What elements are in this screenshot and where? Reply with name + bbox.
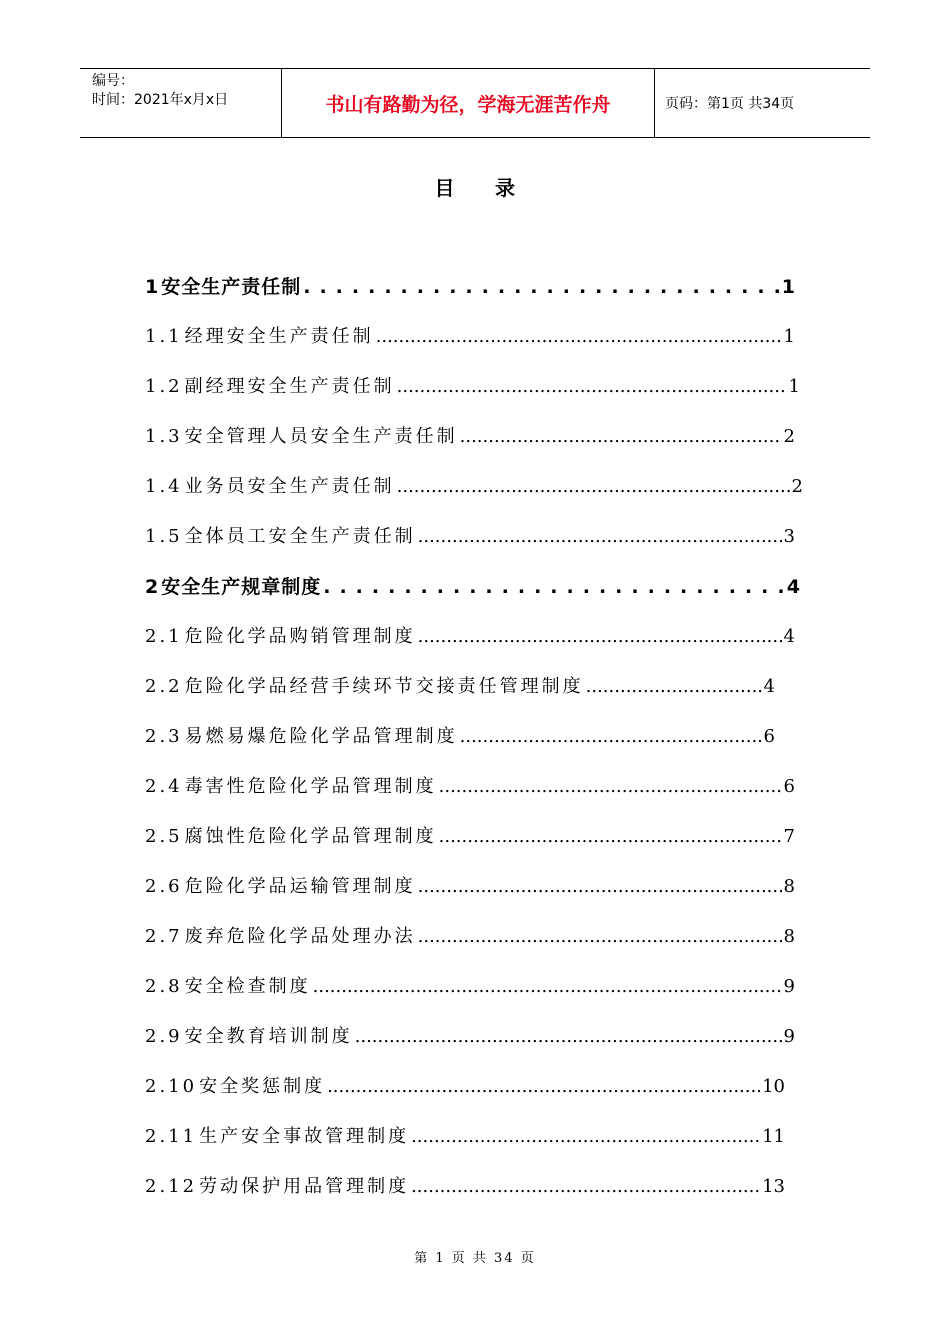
toc-chapter-entry[interactable]: [145, 572, 800, 599]
toc-section-entry[interactable]: [145, 472, 803, 498]
toc-number: 2.11: [145, 1126, 198, 1147]
toc-leader: [313, 976, 782, 997]
page-footer: 第 1 页 共 34 页: [414, 1251, 536, 1266]
toc-entry-title: 毒害性危险化学品管理制度: [184, 776, 437, 797]
toc-number: 2.1: [145, 626, 183, 647]
document-header: [80, 68, 870, 138]
toc-leader: [586, 676, 762, 697]
toc-number: 2.10: [145, 1076, 198, 1097]
toc-section-entry[interactable]: [145, 322, 795, 348]
toc-number: 1.4: [145, 476, 183, 497]
toc-leader: [439, 826, 782, 847]
toc-entry-title: 全体员工安全生产责任制: [184, 526, 416, 547]
toc-entry-title: 腐蚀性危险化学品管理制度: [184, 826, 437, 847]
header-motto: 书山有路勤为径，学海无涯苦作舟: [282, 69, 655, 137]
toc-section-entry[interactable]: [145, 922, 795, 948]
toc-section-entry[interactable]: [145, 772, 795, 798]
toc-title: [0, 172, 950, 201]
toc-number: 2.6: [145, 876, 183, 897]
toc-section-entry[interactable]: [145, 672, 775, 698]
toc-entry-title: 劳动保护用品管理制度: [199, 1176, 410, 1197]
toc-number: 2.2: [145, 676, 183, 697]
header-page-info: 页码：第1页 共34页: [665, 96, 795, 112]
serial-label: 编号：: [92, 73, 134, 89]
toc-entry-title: 安全生产责任制: [161, 276, 302, 298]
toc-number: 1: [145, 276, 160, 298]
toc-entry-title: 业务员安全生产责任制: [184, 476, 395, 497]
toc-page-number: 8: [783, 926, 795, 947]
toc-section-entry[interactable]: [145, 722, 775, 748]
toc-entry-title: 安全生产规章制度: [161, 576, 322, 598]
toc-page-number: 1: [781, 276, 795, 298]
toc-section-entry[interactable]: [145, 1122, 785, 1148]
toc-leader: [327, 1076, 760, 1097]
toc-page-number: 3: [783, 526, 795, 547]
toc-section-entry[interactable]: [145, 622, 795, 648]
toc-entry-title: 安全管理人员安全生产责任制: [184, 426, 458, 447]
toc-leader: [397, 476, 790, 497]
toc-leader: [418, 626, 782, 647]
toc-page-number: 1: [783, 326, 795, 347]
toc-entry-title: 生产安全事故管理制度: [199, 1126, 410, 1147]
toc-page-number: 9: [783, 976, 795, 997]
toc-leader: [355, 1026, 782, 1047]
toc-section-entry[interactable]: [145, 872, 795, 898]
toc-section-entry[interactable]: [145, 1072, 785, 1098]
toc-entry-title: 易燃易爆危险化学品管理制度: [184, 726, 458, 747]
toc-leader: [418, 526, 782, 547]
toc-entry-title: 危险化学品购销管理制度: [184, 626, 416, 647]
toc-section-entry[interactable]: [145, 522, 795, 548]
toc-number: 2.5: [145, 826, 183, 847]
toc-page-number: 1: [788, 376, 800, 397]
toc-entry-title: 废弃危险化学品处理办法: [184, 926, 416, 947]
toc-entry-title: 安全奖惩制度: [199, 1076, 326, 1097]
toc-title-char: 录: [495, 176, 516, 200]
toc-page-number: 10: [762, 1076, 785, 1097]
toc-leader: [323, 576, 785, 598]
toc-leader: [460, 426, 782, 447]
toc-page-number: 13: [762, 1176, 785, 1197]
toc-leader: [411, 1176, 760, 1197]
toc-page-number: 7: [783, 826, 795, 847]
toc-number: 2.9: [145, 1026, 183, 1047]
toc-entry-title: 危险化学品运输管理制度: [184, 876, 416, 897]
toc-entry-title: 安全教育培训制度: [184, 1026, 353, 1047]
toc-number: 2.3: [145, 726, 183, 747]
toc-section-entry[interactable]: [145, 972, 795, 998]
toc-title-char: 目: [434, 176, 455, 200]
toc-leader: [418, 926, 782, 947]
date-label: 时间：2021年x月x日: [92, 92, 229, 108]
toc-section-entry[interactable]: [145, 822, 795, 848]
toc-page-number: 6: [783, 776, 795, 797]
header-meta: [80, 69, 282, 137]
toc-leader: [303, 276, 780, 298]
toc-chapter-entry[interactable]: [145, 272, 795, 299]
toc-page-number: 4: [763, 676, 775, 697]
toc-leader: [411, 1126, 760, 1147]
toc-leader: [460, 726, 762, 747]
toc-entry-title: 经理安全生产责任制: [184, 326, 374, 347]
toc-number: 1.2: [145, 376, 183, 397]
toc-page-number: 6: [763, 726, 775, 747]
toc-number: 2.7: [145, 926, 183, 947]
toc-number: 2.12: [145, 1176, 198, 1197]
toc-leader: [439, 776, 782, 797]
toc-page-number: 4: [783, 626, 795, 647]
toc-page-number: 8: [783, 876, 795, 897]
toc-entry-title: 安全检查制度: [184, 976, 311, 997]
toc-number: 1.1: [145, 326, 183, 347]
toc-leader: [418, 876, 782, 897]
toc-section-entry[interactable]: [145, 372, 800, 398]
toc-page-number: 11: [762, 1126, 785, 1147]
toc-number: 2.4: [145, 776, 183, 797]
toc-number: 2.8: [145, 976, 183, 997]
toc-number: 2: [145, 576, 160, 598]
toc-page-number: 4: [786, 576, 800, 598]
toc-section-entry[interactable]: [145, 422, 795, 448]
toc-number: 1.3: [145, 426, 183, 447]
toc-page-number: 2: [783, 426, 795, 447]
toc-page-number: 9: [783, 1026, 795, 1047]
toc-leader: [376, 326, 782, 347]
toc-entry-title: 危险化学品经营手续环节交接责任管理制度: [184, 676, 584, 697]
toc-section-entry[interactable]: [145, 1172, 785, 1198]
toc-number: 1.5: [145, 526, 183, 547]
toc-page-number: 2: [791, 476, 803, 497]
toc-section-entry[interactable]: [145, 1022, 795, 1048]
toc-entry-title: 副经理安全生产责任制: [184, 376, 395, 397]
toc-leader: [397, 376, 787, 397]
